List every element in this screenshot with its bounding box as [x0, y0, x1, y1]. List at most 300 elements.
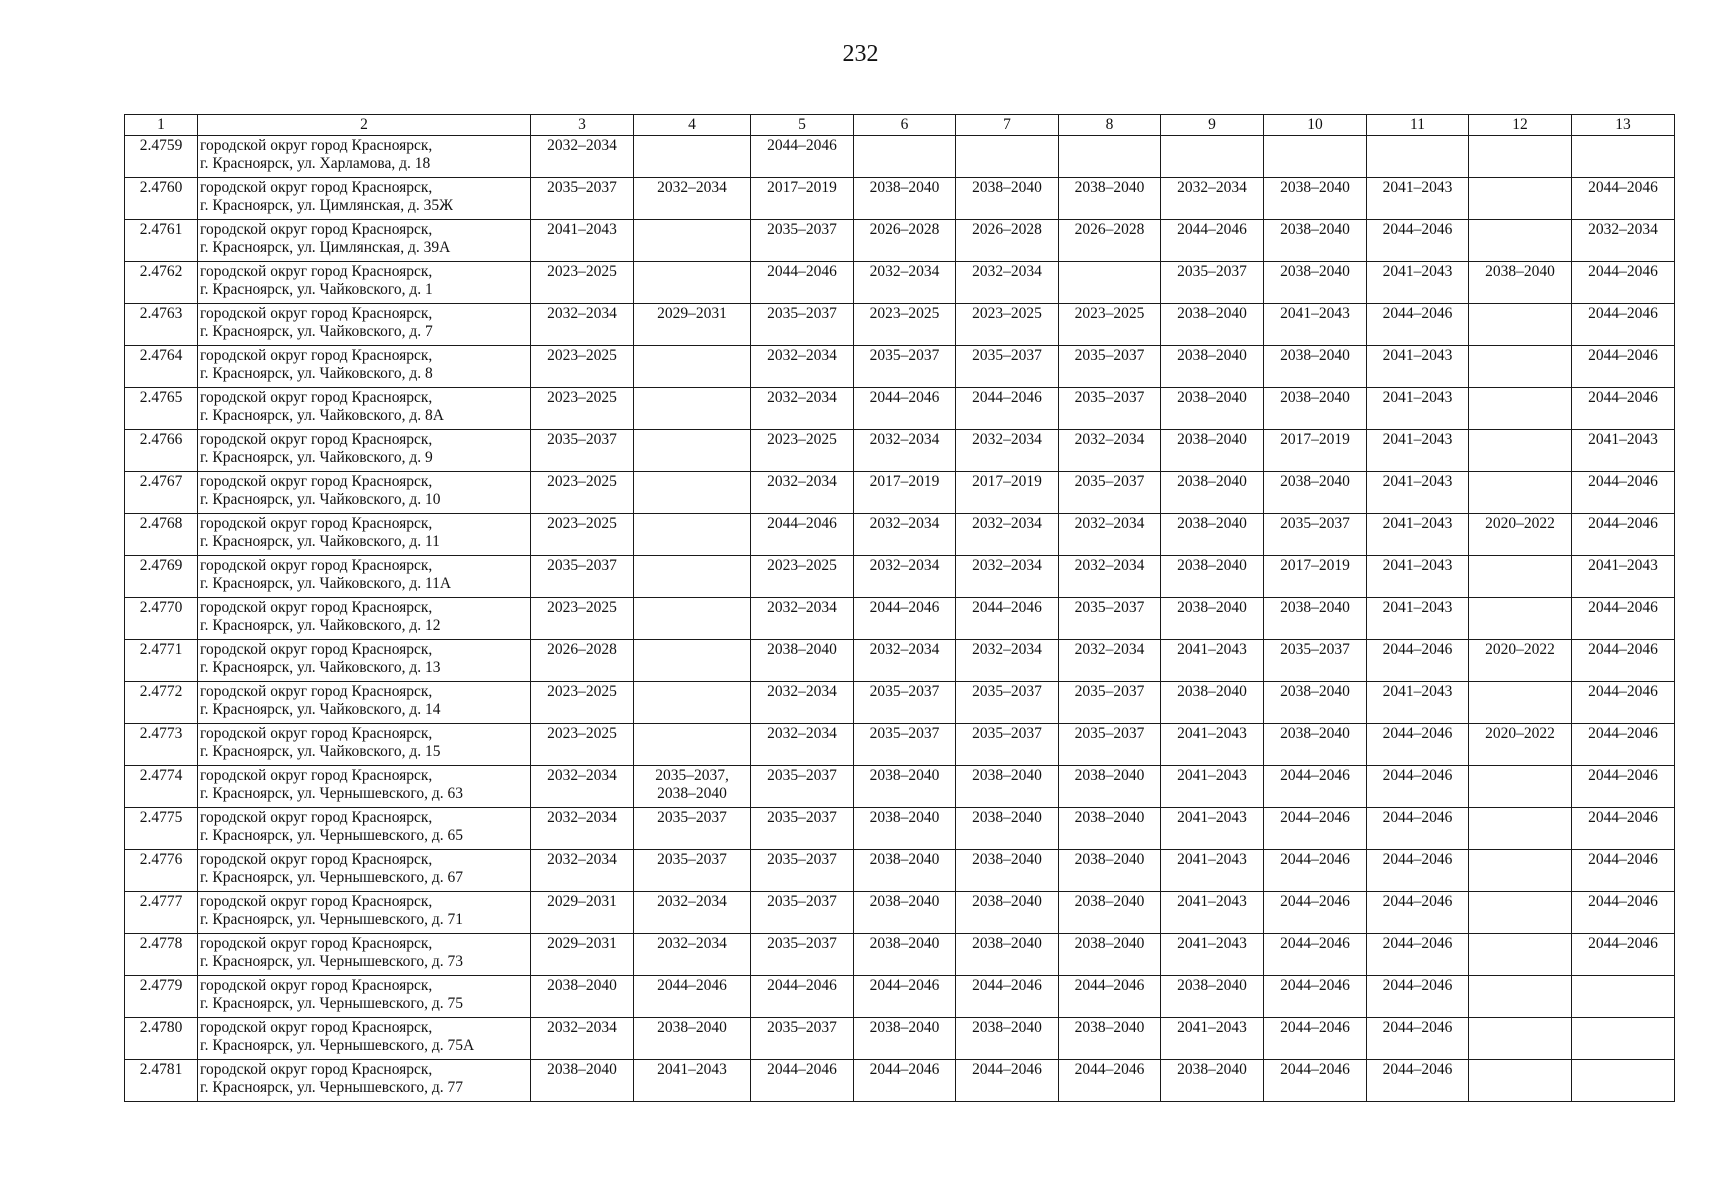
row-number: 2.4759 — [125, 136, 198, 178]
column-header-6: 6 — [854, 115, 956, 136]
address-cell — [198, 514, 531, 556]
value-cell-col-4: 2035–2037, 2038–2040 — [634, 766, 751, 808]
value-cell-col-6: 2032–2034 — [854, 430, 956, 472]
value-cell-col-4: 2035–2037 — [634, 850, 751, 892]
value-cell-col-8: 2038–2040 — [1059, 934, 1161, 976]
column-header-12: 12 — [1469, 115, 1572, 136]
value-cell-col-7: 2032–2034 — [956, 640, 1059, 682]
table-row — [125, 388, 1675, 430]
value-cell-col-7: 2035–2037 — [956, 682, 1059, 724]
address-cell — [198, 724, 531, 766]
row-number: 2.4769 — [125, 556, 198, 598]
address-line: городской округ город Красноярск, — [200, 263, 433, 280]
value-cell-col-12 — [1469, 682, 1572, 724]
value-cell-col-5: 2023–2025 — [751, 556, 854, 598]
value-cell-col-9: 2032–2034 — [1161, 178, 1264, 220]
value-cell-col-8 — [1059, 262, 1161, 304]
value-cell-col-11: 2041–2043 — [1367, 262, 1469, 304]
value-cell-col-13: 2044–2046 — [1572, 346, 1675, 388]
row-number: 2.4771 — [125, 640, 198, 682]
value-cell-col-9: 2041–2043 — [1161, 640, 1264, 682]
value-cell-col-8: 2032–2034 — [1059, 514, 1161, 556]
value-cell-col-13 — [1572, 1018, 1675, 1060]
value-cell-col-10: 2017–2019 — [1264, 430, 1367, 472]
value-cell-col-4 — [634, 262, 751, 304]
value-cell-col-12 — [1469, 304, 1572, 346]
value-cell-col-5: 2044–2046 — [751, 514, 854, 556]
table-row — [125, 598, 1675, 640]
address-line: г. Красноярск, ул. Чайковского, д. 11 — [200, 533, 440, 550]
value-cell-col-6: 2017–2019 — [854, 472, 956, 514]
address-line: г. Красноярск, ул. Чернышевского, д. 67 — [200, 869, 463, 886]
address-line: городской округ город Красноярск, — [200, 515, 433, 532]
table-header — [125, 115, 1675, 136]
address-cell — [198, 808, 531, 850]
table-row — [125, 514, 1675, 556]
row-number: 2.4763 — [125, 304, 198, 346]
value-cell-col-12 — [1469, 178, 1572, 220]
column-header-7: 7 — [956, 115, 1059, 136]
value-cell-col-9: 2041–2043 — [1161, 1018, 1264, 1060]
address-line: г. Красноярск, ул. Цимлянская, д. 39А — [200, 239, 451, 256]
address-line: г. Красноярск, ул. Чайковского, д. 15 — [200, 743, 441, 760]
value-cell-col-3: 2032–2034 — [531, 766, 634, 808]
value-cell-col-9: 2041–2043 — [1161, 892, 1264, 934]
value-cell-col-13: 2044–2046 — [1572, 892, 1675, 934]
row-number: 2.4768 — [125, 514, 198, 556]
value-cell-col-9: 2041–2043 — [1161, 850, 1264, 892]
address-line: г. Красноярск, ул. Харламова, д. 18 — [200, 155, 431, 172]
value-cell-col-6 — [854, 136, 956, 178]
row-number: 2.4778 — [125, 934, 198, 976]
value-cell-col-11: 2044–2046 — [1367, 892, 1469, 934]
table-row — [125, 724, 1675, 766]
value-cell-col-7: 2038–2040 — [956, 892, 1059, 934]
table-row — [125, 976, 1675, 1018]
value-cell-col-8: 2035–2037 — [1059, 388, 1161, 430]
value-cell-col-13: 2044–2046 — [1572, 304, 1675, 346]
value-cell-col-9 — [1161, 136, 1264, 178]
value-cell-col-5: 2035–2037 — [751, 220, 854, 262]
value-cell-col-12 — [1469, 472, 1572, 514]
value-cell-col-10: 2044–2046 — [1264, 934, 1367, 976]
value-cell-col-10: 2038–2040 — [1264, 682, 1367, 724]
value-cell-col-7: 2023–2025 — [956, 304, 1059, 346]
address-cell — [198, 766, 531, 808]
value-cell-col-7: 2026–2028 — [956, 220, 1059, 262]
value-cell-col-3: 2023–2025 — [531, 262, 634, 304]
value-cell-col-7: 2038–2040 — [956, 934, 1059, 976]
value-cell-col-11: 2044–2046 — [1367, 1018, 1469, 1060]
address-line: г. Красноярск, ул. Чернышевского, д. 65 — [200, 827, 463, 844]
address-line: г. Красноярск, ул. Чайковского, д. 8А — [200, 407, 444, 424]
value-cell-col-5: 2035–2037 — [751, 934, 854, 976]
value-cell-col-10: 2044–2046 — [1264, 808, 1367, 850]
value-cell-col-7: 2035–2037 — [956, 724, 1059, 766]
table-row — [125, 934, 1675, 976]
value-cell-col-3: 2032–2034 — [531, 808, 634, 850]
value-cell-col-10: 2044–2046 — [1264, 1060, 1367, 1102]
value-cell-col-3: 2023–2025 — [531, 472, 634, 514]
value-cell-col-9: 2038–2040 — [1161, 976, 1264, 1018]
value-cell-col-8: 2035–2037 — [1059, 724, 1161, 766]
value-cell-col-6: 2038–2040 — [854, 766, 956, 808]
table-row — [125, 556, 1675, 598]
value-cell-col-11: 2041–2043 — [1367, 682, 1469, 724]
value-cell-col-11: 2044–2046 — [1367, 934, 1469, 976]
schedule-table — [124, 114, 1675, 1102]
value-cell-col-13: 2044–2046 — [1572, 724, 1675, 766]
address-line: г. Красноярск, ул. Чайковского, д. 7 — [200, 323, 433, 340]
value-cell-col-12 — [1469, 220, 1572, 262]
column-header-8: 8 — [1059, 115, 1161, 136]
value-cell-col-9: 2041–2043 — [1161, 766, 1264, 808]
value-cell-col-3: 2023–2025 — [531, 346, 634, 388]
value-cell-col-11: 2044–2046 — [1367, 976, 1469, 1018]
address-line: городской округ город Красноярск, — [200, 179, 433, 196]
address-cell — [198, 1060, 531, 1102]
value-cell-col-11: 2041–2043 — [1367, 472, 1469, 514]
value-cell-col-6: 2026–2028 — [854, 220, 956, 262]
value-cell-col-12: 2020–2022 — [1469, 640, 1572, 682]
address-cell — [198, 640, 531, 682]
value-cell-col-10: 2038–2040 — [1264, 598, 1367, 640]
value-cell-col-11: 2041–2043 — [1367, 514, 1469, 556]
value-cell-col-13: 2044–2046 — [1572, 934, 1675, 976]
value-cell-col-13: 2044–2046 — [1572, 472, 1675, 514]
value-cell-col-9: 2041–2043 — [1161, 934, 1264, 976]
value-cell-col-12: 2038–2040 — [1469, 262, 1572, 304]
value-cell-col-7: 2044–2046 — [956, 598, 1059, 640]
value-cell-col-10: 2038–2040 — [1264, 472, 1367, 514]
address-cell — [198, 346, 531, 388]
value-cell-col-8: 2044–2046 — [1059, 1060, 1161, 1102]
value-cell-col-4 — [634, 640, 751, 682]
value-cell-col-10: 2038–2040 — [1264, 262, 1367, 304]
value-cell-col-11: 2044–2046 — [1367, 220, 1469, 262]
address-line: г. Красноярск, ул. Чернышевского, д. 75 — [200, 995, 463, 1012]
table-row — [125, 850, 1675, 892]
value-cell-col-12 — [1469, 766, 1572, 808]
address-line: г. Красноярск, ул. Чернышевского, д. 77 — [200, 1079, 463, 1096]
value-cell-col-5: 2044–2046 — [751, 976, 854, 1018]
value-cell-col-3: 2032–2034 — [531, 136, 634, 178]
value-cell-col-8: 2044–2046 — [1059, 976, 1161, 1018]
value-cell-col-5: 2032–2034 — [751, 388, 854, 430]
value-cell-col-11: 2041–2043 — [1367, 388, 1469, 430]
value-cell-col-4: 2032–2034 — [634, 892, 751, 934]
table-row — [125, 808, 1675, 850]
value-cell-col-8 — [1059, 136, 1161, 178]
address-line: г. Красноярск, ул. Чайковского, д. 10 — [200, 491, 441, 508]
value-cell-col-11: 2041–2043 — [1367, 598, 1469, 640]
address-line: городской округ город Красноярск, — [200, 725, 433, 742]
table-row — [125, 682, 1675, 724]
address-cell — [198, 850, 531, 892]
value-cell-col-7: 2035–2037 — [956, 346, 1059, 388]
value-cell-col-9: 2038–2040 — [1161, 514, 1264, 556]
value-cell-col-5: 2044–2046 — [751, 1060, 854, 1102]
value-cell-col-4 — [634, 136, 751, 178]
row-number: 2.4761 — [125, 220, 198, 262]
value-cell-col-6: 2035–2037 — [854, 724, 956, 766]
value-cell-col-13: 2041–2043 — [1572, 556, 1675, 598]
value-cell-col-8: 2038–2040 — [1059, 178, 1161, 220]
value-cell-col-5: 2035–2037 — [751, 1018, 854, 1060]
value-cell-col-12 — [1469, 1060, 1572, 1102]
value-cell-col-12 — [1469, 1018, 1572, 1060]
value-cell-col-5: 2032–2034 — [751, 724, 854, 766]
table-row — [125, 346, 1675, 388]
value-cell-col-4: 2029–2031 — [634, 304, 751, 346]
row-number: 2.4770 — [125, 598, 198, 640]
value-cell-col-9: 2041–2043 — [1161, 724, 1264, 766]
value-cell-col-4: 2032–2034 — [634, 178, 751, 220]
value-cell-col-7: 2044–2046 — [956, 1060, 1059, 1102]
column-header-1: 1 — [125, 115, 198, 136]
column-header-4: 4 — [634, 115, 751, 136]
value-cell-col-5: 2035–2037 — [751, 304, 854, 346]
value-cell-col-6: 2023–2025 — [854, 304, 956, 346]
value-cell-col-6: 2032–2034 — [854, 640, 956, 682]
value-cell-col-7: 2032–2034 — [956, 430, 1059, 472]
row-number: 2.4764 — [125, 346, 198, 388]
value-cell-col-7: 2032–2034 — [956, 262, 1059, 304]
value-cell-col-8: 2026–2028 — [1059, 220, 1161, 262]
column-header-2: 2 — [198, 115, 531, 136]
value-cell-col-3: 2035–2037 — [531, 178, 634, 220]
address-line: городской округ город Красноярск, — [200, 809, 433, 826]
address-cell — [198, 178, 531, 220]
value-cell-col-11: 2041–2043 — [1367, 178, 1469, 220]
table-row — [125, 640, 1675, 682]
value-cell-col-7: 2017–2019 — [956, 472, 1059, 514]
row-number: 2.4776 — [125, 850, 198, 892]
row-number: 2.4775 — [125, 808, 198, 850]
value-cell-col-6: 2044–2046 — [854, 388, 956, 430]
table-row — [125, 136, 1675, 178]
value-cell-col-6: 2032–2034 — [854, 262, 956, 304]
value-cell-col-13: 2044–2046 — [1572, 388, 1675, 430]
value-cell-col-3: 2038–2040 — [531, 976, 634, 1018]
table-row — [125, 892, 1675, 934]
address-line: городской округ город Красноярск, — [200, 683, 433, 700]
value-cell-col-7: 2032–2034 — [956, 514, 1059, 556]
value-cell-col-10: 2017–2019 — [1264, 556, 1367, 598]
address-cell — [198, 220, 531, 262]
value-cell-col-9: 2038–2040 — [1161, 472, 1264, 514]
value-cell-col-5: 2035–2037 — [751, 808, 854, 850]
value-cell-col-8: 2032–2034 — [1059, 430, 1161, 472]
value-cell-col-13: 2044–2046 — [1572, 850, 1675, 892]
value-cell-col-3: 2032–2034 — [531, 1018, 634, 1060]
table-body — [125, 136, 1675, 1102]
value-cell-col-6: 2038–2040 — [854, 892, 956, 934]
address-line: г. Красноярск, ул. Чайковского, д. 9 — [200, 449, 433, 466]
address-line: городской округ город Красноярск, — [200, 221, 433, 238]
value-cell-col-9: 2038–2040 — [1161, 556, 1264, 598]
value-cell-col-11: 2044–2046 — [1367, 850, 1469, 892]
value-cell-col-8: 2035–2037 — [1059, 472, 1161, 514]
address-cell — [198, 892, 531, 934]
value-cell-col-8: 2032–2034 — [1059, 556, 1161, 598]
value-cell-col-12 — [1469, 850, 1572, 892]
value-cell-col-10: 2038–2040 — [1264, 220, 1367, 262]
value-cell-col-5: 2023–2025 — [751, 430, 854, 472]
value-cell-col-4 — [634, 682, 751, 724]
address-line: городской округ город Красноярск, — [200, 599, 433, 616]
value-cell-col-4 — [634, 598, 751, 640]
column-header-11: 11 — [1367, 115, 1469, 136]
value-cell-col-4: 2044–2046 — [634, 976, 751, 1018]
value-cell-col-4 — [634, 556, 751, 598]
value-cell-col-6: 2038–2040 — [854, 808, 956, 850]
value-cell-col-12 — [1469, 346, 1572, 388]
value-cell-col-13 — [1572, 976, 1675, 1018]
value-cell-col-10: 2044–2046 — [1264, 1018, 1367, 1060]
value-cell-col-12 — [1469, 136, 1572, 178]
address-line: г. Красноярск, ул. Чайковского, д. 13 — [200, 659, 441, 676]
value-cell-col-13: 2044–2046 — [1572, 808, 1675, 850]
value-cell-col-5: 2044–2046 — [751, 262, 854, 304]
value-cell-col-11: 2044–2046 — [1367, 1060, 1469, 1102]
value-cell-col-7 — [956, 136, 1059, 178]
value-cell-col-9: 2035–2037 — [1161, 262, 1264, 304]
value-cell-col-5: 2032–2034 — [751, 598, 854, 640]
value-cell-col-9: 2038–2040 — [1161, 304, 1264, 346]
value-cell-col-5: 2032–2034 — [751, 682, 854, 724]
value-cell-col-12 — [1469, 976, 1572, 1018]
address-line: городской округ город Красноярск, — [200, 893, 433, 910]
value-cell-col-10: 2041–2043 — [1264, 304, 1367, 346]
value-cell-col-12: 2020–2022 — [1469, 514, 1572, 556]
value-cell-col-6: 2035–2037 — [854, 346, 956, 388]
table-row — [125, 178, 1675, 220]
address-cell — [198, 304, 531, 346]
value-cell-col-8: 2038–2040 — [1059, 892, 1161, 934]
table-row — [125, 1060, 1675, 1102]
address-line: г. Красноярск, ул. Цимлянская, д. 35Ж — [200, 197, 453, 214]
table-row — [125, 430, 1675, 472]
value-cell-col-6: 2038–2040 — [854, 1018, 956, 1060]
value-cell-col-3: 2038–2040 — [531, 1060, 634, 1102]
value-cell-col-6: 2044–2046 — [854, 976, 956, 1018]
address-line: городской округ город Красноярск, — [200, 935, 433, 952]
value-cell-col-6: 2032–2034 — [854, 514, 956, 556]
address-line: городской округ город Красноярск, — [200, 431, 433, 448]
row-number: 2.4772 — [125, 682, 198, 724]
value-cell-col-8: 2035–2037 — [1059, 598, 1161, 640]
table-row — [125, 472, 1675, 514]
value-cell-col-8: 2035–2037 — [1059, 346, 1161, 388]
value-cell-col-13: 2044–2046 — [1572, 178, 1675, 220]
value-cell-col-3: 2029–2031 — [531, 934, 634, 976]
value-cell-col-8: 2023–2025 — [1059, 304, 1161, 346]
value-cell-col-10: 2035–2037 — [1264, 640, 1367, 682]
value-cell-col-6: 2044–2046 — [854, 1060, 956, 1102]
value-cell-col-10: 2038–2040 — [1264, 178, 1367, 220]
value-cell-col-10: 2044–2046 — [1264, 766, 1367, 808]
value-cell-col-5: 2032–2034 — [751, 472, 854, 514]
address-cell — [198, 598, 531, 640]
address-line: г. Красноярск, ул. Чайковского, д. 14 — [200, 701, 441, 718]
value-cell-col-5: 2038–2040 — [751, 640, 854, 682]
value-cell-col-13 — [1572, 136, 1675, 178]
table-row — [125, 1018, 1675, 1060]
value-cell-col-9: 2038–2040 — [1161, 1060, 1264, 1102]
address-line: городской округ город Красноярск, — [200, 641, 433, 658]
value-cell-col-4 — [634, 724, 751, 766]
address-line: городской округ город Красноярск, — [200, 1019, 433, 1036]
value-cell-col-7: 2038–2040 — [956, 1018, 1059, 1060]
value-cell-col-3: 2032–2034 — [531, 850, 634, 892]
value-cell-col-7: 2038–2040 — [956, 808, 1059, 850]
value-cell-col-13: 2041–2043 — [1572, 430, 1675, 472]
value-cell-col-10 — [1264, 136, 1367, 178]
value-cell-col-9: 2038–2040 — [1161, 388, 1264, 430]
value-cell-col-10: 2038–2040 — [1264, 724, 1367, 766]
value-cell-col-13: 2032–2034 — [1572, 220, 1675, 262]
value-cell-col-3: 2023–2025 — [531, 514, 634, 556]
address-line: городской округ город Красноярск, — [200, 347, 433, 364]
value-cell-col-12 — [1469, 934, 1572, 976]
address-line: г. Красноярск, ул. Чайковского, д. 1 — [200, 281, 433, 298]
value-cell-col-11: 2041–2043 — [1367, 430, 1469, 472]
value-cell-col-4: 2041–2043 — [634, 1060, 751, 1102]
value-cell-col-4 — [634, 514, 751, 556]
value-cell-col-7: 2038–2040 — [956, 766, 1059, 808]
address-cell — [198, 976, 531, 1018]
column-header-3: 3 — [531, 115, 634, 136]
address-cell — [198, 388, 531, 430]
header-row — [125, 115, 1675, 136]
address-line: городской округ город Красноярск, — [200, 389, 433, 406]
value-cell-col-6: 2035–2037 — [854, 682, 956, 724]
value-cell-col-5: 2035–2037 — [751, 850, 854, 892]
address-line: городской округ город Красноярск, — [200, 977, 433, 994]
value-cell-col-8: 2038–2040 — [1059, 1018, 1161, 1060]
value-cell-col-3: 2029–2031 — [531, 892, 634, 934]
address-line: городской округ город Красноярск, — [200, 557, 433, 574]
value-cell-col-8: 2035–2037 — [1059, 682, 1161, 724]
value-cell-col-4 — [634, 430, 751, 472]
value-cell-col-3: 2026–2028 — [531, 640, 634, 682]
row-number: 2.4779 — [125, 976, 198, 1018]
value-cell-col-12 — [1469, 808, 1572, 850]
value-cell-col-5: 2044–2046 — [751, 136, 854, 178]
value-cell-col-12: 2020–2022 — [1469, 724, 1572, 766]
column-header-13: 13 — [1572, 115, 1675, 136]
address-line: г. Красноярск, ул. Чернышевского, д. 73 — [200, 953, 463, 970]
address-cell — [198, 556, 531, 598]
value-cell-col-8: 2038–2040 — [1059, 808, 1161, 850]
value-cell-col-4 — [634, 472, 751, 514]
address-cell — [198, 136, 531, 178]
column-header-5: 5 — [751, 115, 854, 136]
value-cell-col-9: 2038–2040 — [1161, 346, 1264, 388]
value-cell-col-9: 2038–2040 — [1161, 682, 1264, 724]
address-line: г. Красноярск, ул. Чайковского, д. 12 — [200, 617, 441, 634]
value-cell-col-6: 2038–2040 — [854, 850, 956, 892]
table-row — [125, 220, 1675, 262]
address-cell — [198, 682, 531, 724]
value-cell-col-11: 2044–2046 — [1367, 766, 1469, 808]
value-cell-col-5: 2035–2037 — [751, 766, 854, 808]
address-line: городской округ город Красноярск, — [200, 137, 433, 154]
address-line: городской округ город Красноярск, — [200, 767, 433, 784]
value-cell-col-3: 2023–2025 — [531, 598, 634, 640]
value-cell-col-4: 2035–2037 — [634, 808, 751, 850]
